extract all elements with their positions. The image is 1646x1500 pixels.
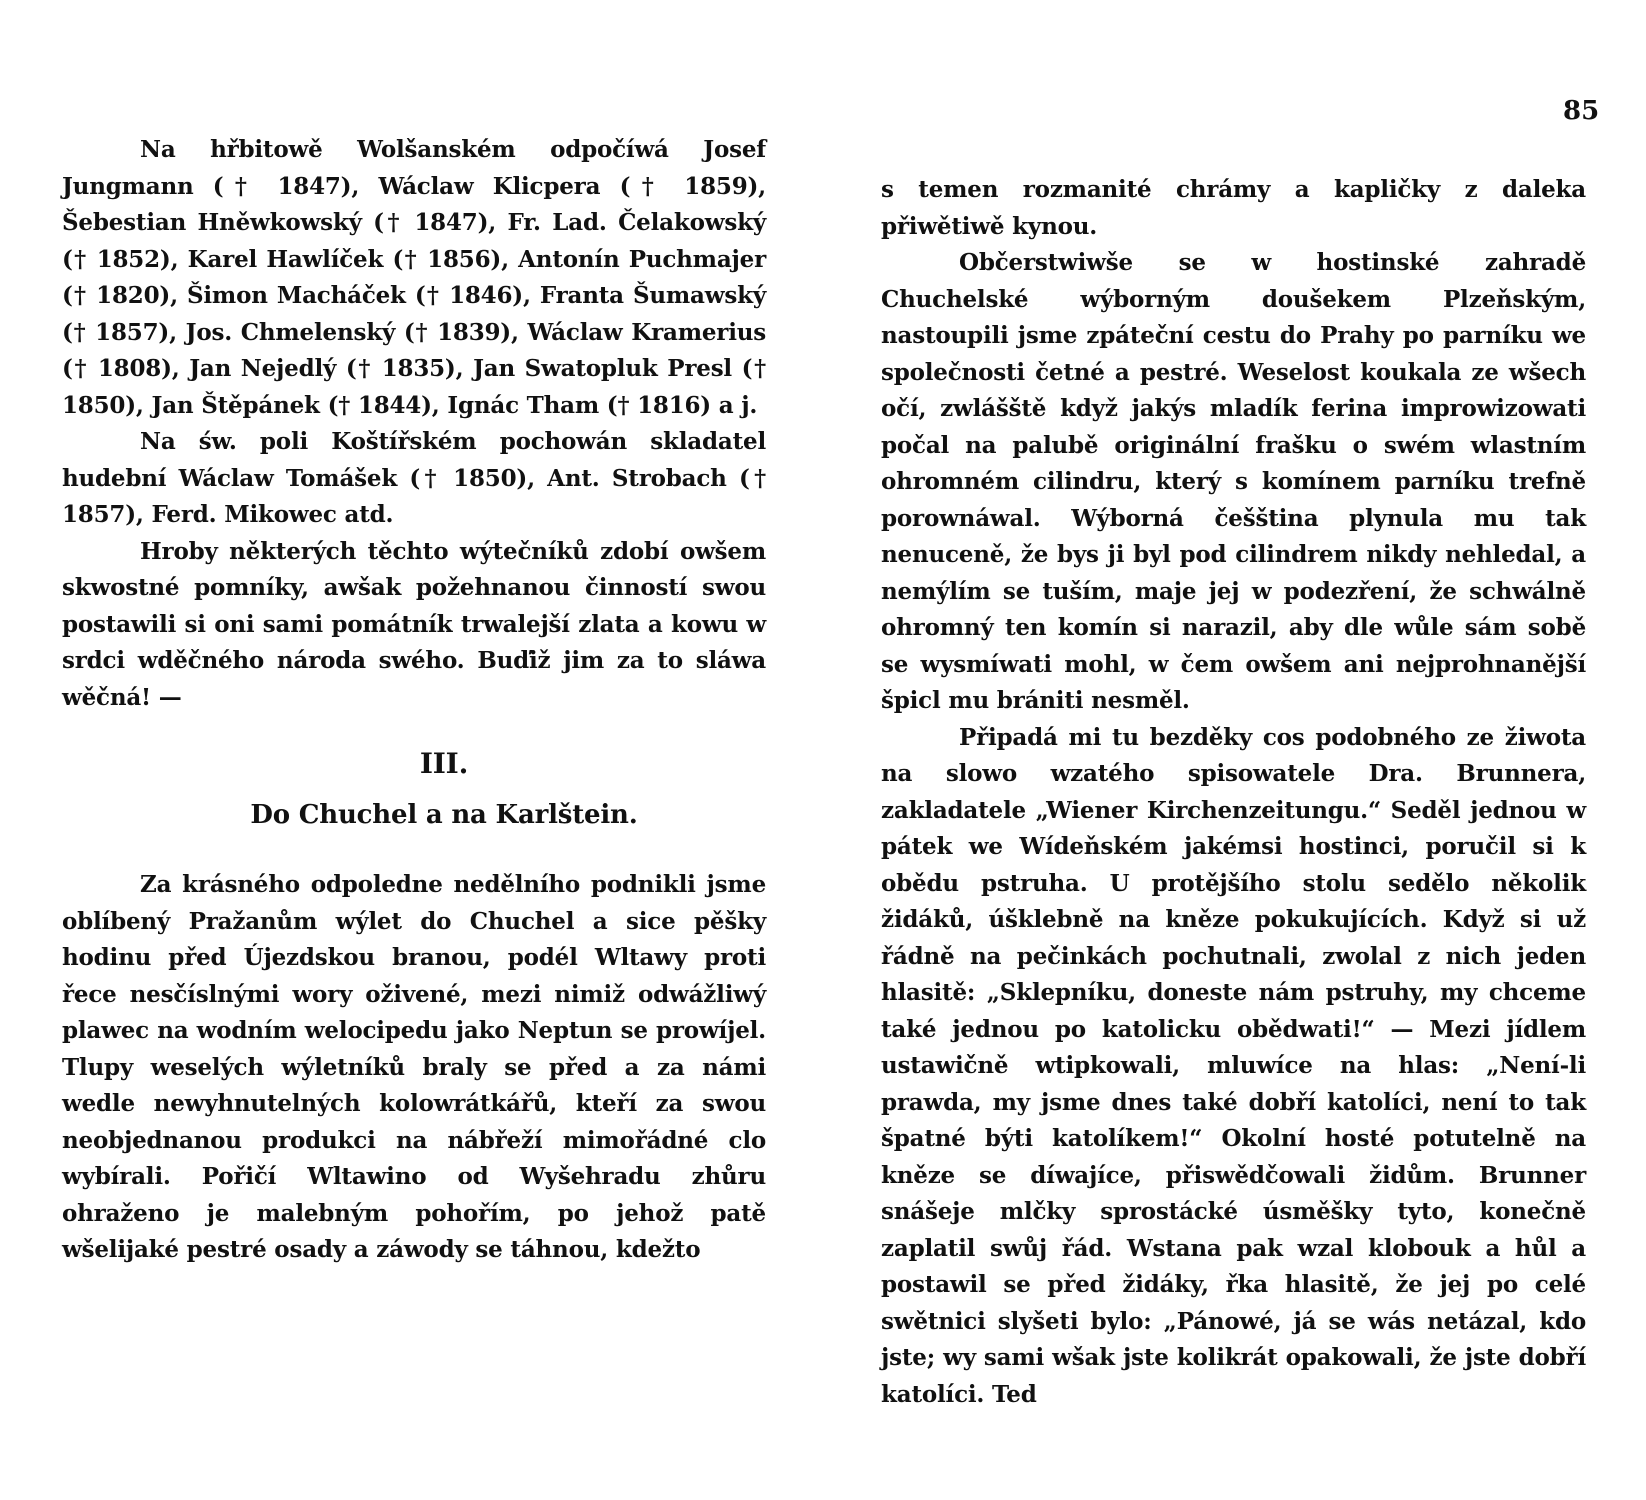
left-text-column	[62, 132, 766, 1269]
section-number: III.	[419, 747, 469, 780]
paragraph: Na św. poli Koštířském pochowán skladatel hudební Wáclaw Tomášek († 1850), Ant. Strobach († 1857), Ferd. Mikowec atd.	[62, 428, 766, 528]
section-title: Do Chuchel a na Karlštein.	[250, 799, 638, 830]
paragraph: s temen rozmanité chrámy a kapličky z daleka přiwětiwě kynou.	[881, 176, 1586, 240]
paragraph: Hroby některých těchto wýtečníků zdobí owšem skwostné pomníky, awšak požehnanou činností swou postawili si oni sami pomátník trwalejší zlata a kowu w srdci wděčného národa swého. Buďiž jim za to sláwa wěčná! —	[62, 537, 766, 711]
page-number: 85	[1563, 96, 1600, 126]
right-page	[823, 0, 1646, 1500]
paragraph: Občerstwiwše se w hostinské zahradě Chuchelské wýborným doušekem Plzeňským, nastoupili jsme zpáteční cestu do Prahy po parníku we společnosti četné a pestré. Weselost koukala ze wšech očí, zwlášště když jakýs mladík ferina improwizowati počal na palubě originální frašku o swém wlastním ohromném cilindru, který s komínem parníku trefně porownáwal. Wýborná češština plynula mu tak nenuceně, že bys ji byl pod cilindrem nikdy nehledal, a nemýlím se tuším, maje jej w podezření, že schwálně ohromný ten komín si narazil, aby dle wůle sám sobě se wysmíwati mohl, w čem owšem ani nejprohnanější špicl mu brániti nesměl.	[881, 249, 1586, 714]
paragraph: Na hřbitowě Wolšanském odpočíwá Josef Jungmann († 1847), Wáclaw Klicpera († 1859), Šebestian Hněwkowský († 1847), Fr. Lad. Čelakowský († 1852), Karel Hawlíček († 1856), Antonín Puchmajer († 1820), Šimon Macháček († 1846), Franta Šumawský († 1857), Jos. Chmelenský († 1839), Wáclaw Kramerius († 1808), Jan Nejedlý († 1835), Jan Swatopluk Presl († 1850), Jan Štěpánek († 1844), Ignác Tham († 1816) a j.	[62, 136, 766, 419]
right-text-column	[881, 172, 1586, 1413]
paragraph: Připadá mi tu bezděky cos podobného ze žiwota na slowo wzatého spisowatele Dra. Brunnera, zakladatele „Wiener Kirchenzeitungu.“ Seděl jednou w pátek we Wídeňském jakémsi hostinci, poručil si k obědu pstruha. U protějšího stolu sedělo několik židáků, úšklebně na kněze pokukujících. Když si už řádně na pečinkách pochutnali, zwolal z nich jeden hlasitě: „Sklepníku, doneste nám pstruhy, my chceme také jednou po katolicku obědwati!“ — Mezi jídlem ustawičně wtipkowali, mluwíce na hlas: „Není-li prawda, my jsme dnes také dobří katolíci, není to tak špatné býti katolíkem!“ Okolní hosté potutelně na kněze se díwajíce, přiswědčowali židům. Brunner snášeje mlčky sprostácké úsměšky tyto, konečně zaplatil swůj řád. Wstana pak wzal klobouk a hůl a postawil se před židáky, řka hlasitě, že jej po celé swětnici slyšeti bylo: „Pánowé, já se wás netázal, kdo jste; wy sami wšak jste kolikrát opakowali, že jste dobří katolíci. Ted	[881, 723, 1586, 1408]
paragraph: Za krásného odpoledne nedělního podnikli jsme oblíbený Pražanům wýlet do Chuchel a sice pěšky hodinu před Újezdskou branou, podél Wltawy proti řece nesčíslnými wory oživené, mezi nimiž odwážliwý plawec na wodním welocipedu jako Neptun se prowíjel. Tlupy weselých wýletníků braly se před a za námi wedle newyhnutelných kolowrátkářů, kteří za swou neobjednanou produkci na nábřeží mimořádné clo wybírali. Pořičí Wltawino od Wyšehradu zhůru ohraženo je malebným pohořím, po jehož patě wšelijaké pestré osady a záwody se táhnou, kdežto	[62, 871, 766, 1263]
